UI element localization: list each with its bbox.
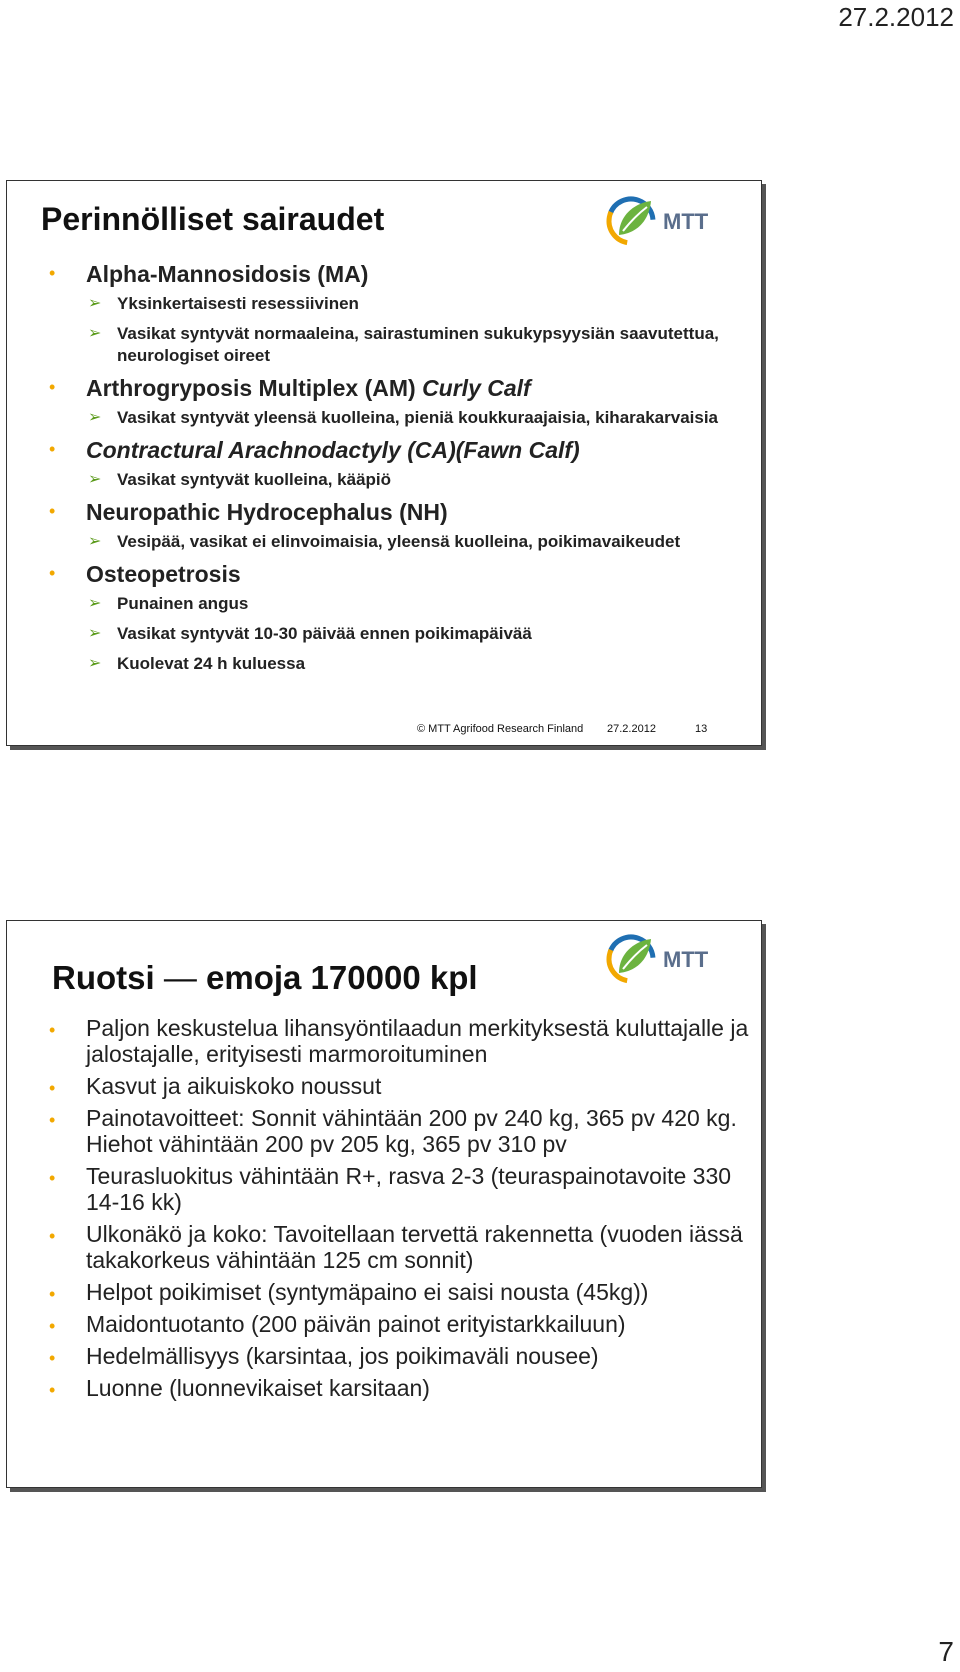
list-item [49,435,749,491]
list-item: • Helpot poikimiset (syntymäpaino ei saisi nousta (45kg)) [49,1279,749,1305]
slide-1 [6,180,762,746]
list-item-text: Arthrogryposis Multiplex (AM) [86,375,423,401]
page-number: 7 [938,1636,954,1667]
slide-2 [6,920,762,1488]
sub-list-item: ➢ Vasikat syntyvät 10-30 päivää ennen poikimapäivää [86,623,749,645]
slide-title-bold: Ruotsi [52,959,155,996]
footer-date: 27.2.2012 [607,723,656,735]
slide-title: Perinnölliset sairaudet [41,201,385,237]
sub-list [86,407,749,429]
list-item: • Paljon keskustelua lihansyöntilaadun merkityksestä kuluttajalle ja jalostajalle, erityisesti marmoroituminen [49,1015,749,1067]
list-item-text: Contractural Arachnodactyly (CA)(Fawn Calf) [86,437,580,463]
list-item: • Maidontuotanto (200 päivän painot erityistarkkailuun) [49,1311,749,1337]
footer-slide-number: 13 [695,723,708,735]
sub-list-item: ➢ Vasikat syntyvät yleensä kuolleina, pieniä koukkuraajaisia, kiharakarvaisia [86,407,749,429]
list-item-text: Neuropathic Hydrocephalus (NH) [86,499,448,525]
mtt-logo-icon [605,191,745,249]
list-item: • Teurasluokitus vähintään R+, rasva 2-3 (teuraspainotavoite 330 14-16 kk) [49,1163,749,1215]
page-date: 27.2.2012 [838,2,954,32]
mtt-logo-icon [605,929,745,987]
list-item-label [86,497,749,527]
sub-list [86,469,749,491]
sub-list-item: ➢ Vasikat syntyvät normaaleina, sairastuminen sukukypsyysiän saavutettua, neurologiset oireet [86,323,749,367]
sub-list [86,531,749,553]
sub-list [86,593,749,675]
sub-list-item: ➢ Kuolevat 24 h kuluessa [86,653,749,675]
list-item-label [86,559,749,589]
list-item-label [86,435,749,465]
list-item: • Luonne (luonnevikaiset karsitaan) [49,1375,749,1401]
slide-2-list [49,1009,749,1401]
slide-footer [417,723,708,735]
list-item: • Kasvut ja aikuiskoko noussut [49,1073,749,1099]
list-item: • Ulkonäkö ja koko: Tavoitellaan tervettä rakennetta (vuoden iässä takakorkeus vähintään 125 cm sonnit) [49,1221,749,1273]
list-item: • Hedelmällisyys (karsintaa, jos poikimaväli nousee) [49,1343,749,1369]
list-item-text: Alpha-Mannosidosis (MA) [86,261,369,287]
footer-copyright: © MTT Agrifood Research Finland [417,723,584,735]
logo-text: MTT [663,947,709,972]
logo-text: MTT [663,209,709,234]
list-item-label [86,259,749,289]
sub-list-item: ➢ Punainen angus [86,593,749,615]
list-item-label [86,373,749,403]
list-item-text: Osteopetrosis [86,561,241,587]
slide-title [52,959,478,997]
sub-list-item: ➢ Vasikat syntyvät kuolleina, kääpiö [86,469,749,491]
list-item-italic-text: Curly Calf [422,375,531,401]
list-item: • Painotavoitteet: Sonnit vähintään 200 pv 240 kg, 365 pv 420 kg. Hiehot vähintään 200 pv 205 kg, 365 pv 310 pv [49,1105,749,1157]
list-item [49,373,749,429]
slide-title-dash: — [154,959,207,996]
list-item [49,559,749,675]
slide-title-rest: emoja 170000 kpl [206,959,478,996]
list-item [49,497,749,553]
sub-list [86,293,749,367]
slide-1-list [49,253,749,675]
sub-list-item: ➢ Vesipää, vasikat ei elinvoimaisia, yleensä kuolleina, poikimavaikeudet [86,531,749,553]
list-item [49,259,749,367]
sub-list-item: ➢ Yksinkertaisesti resessiivinen [86,293,749,315]
